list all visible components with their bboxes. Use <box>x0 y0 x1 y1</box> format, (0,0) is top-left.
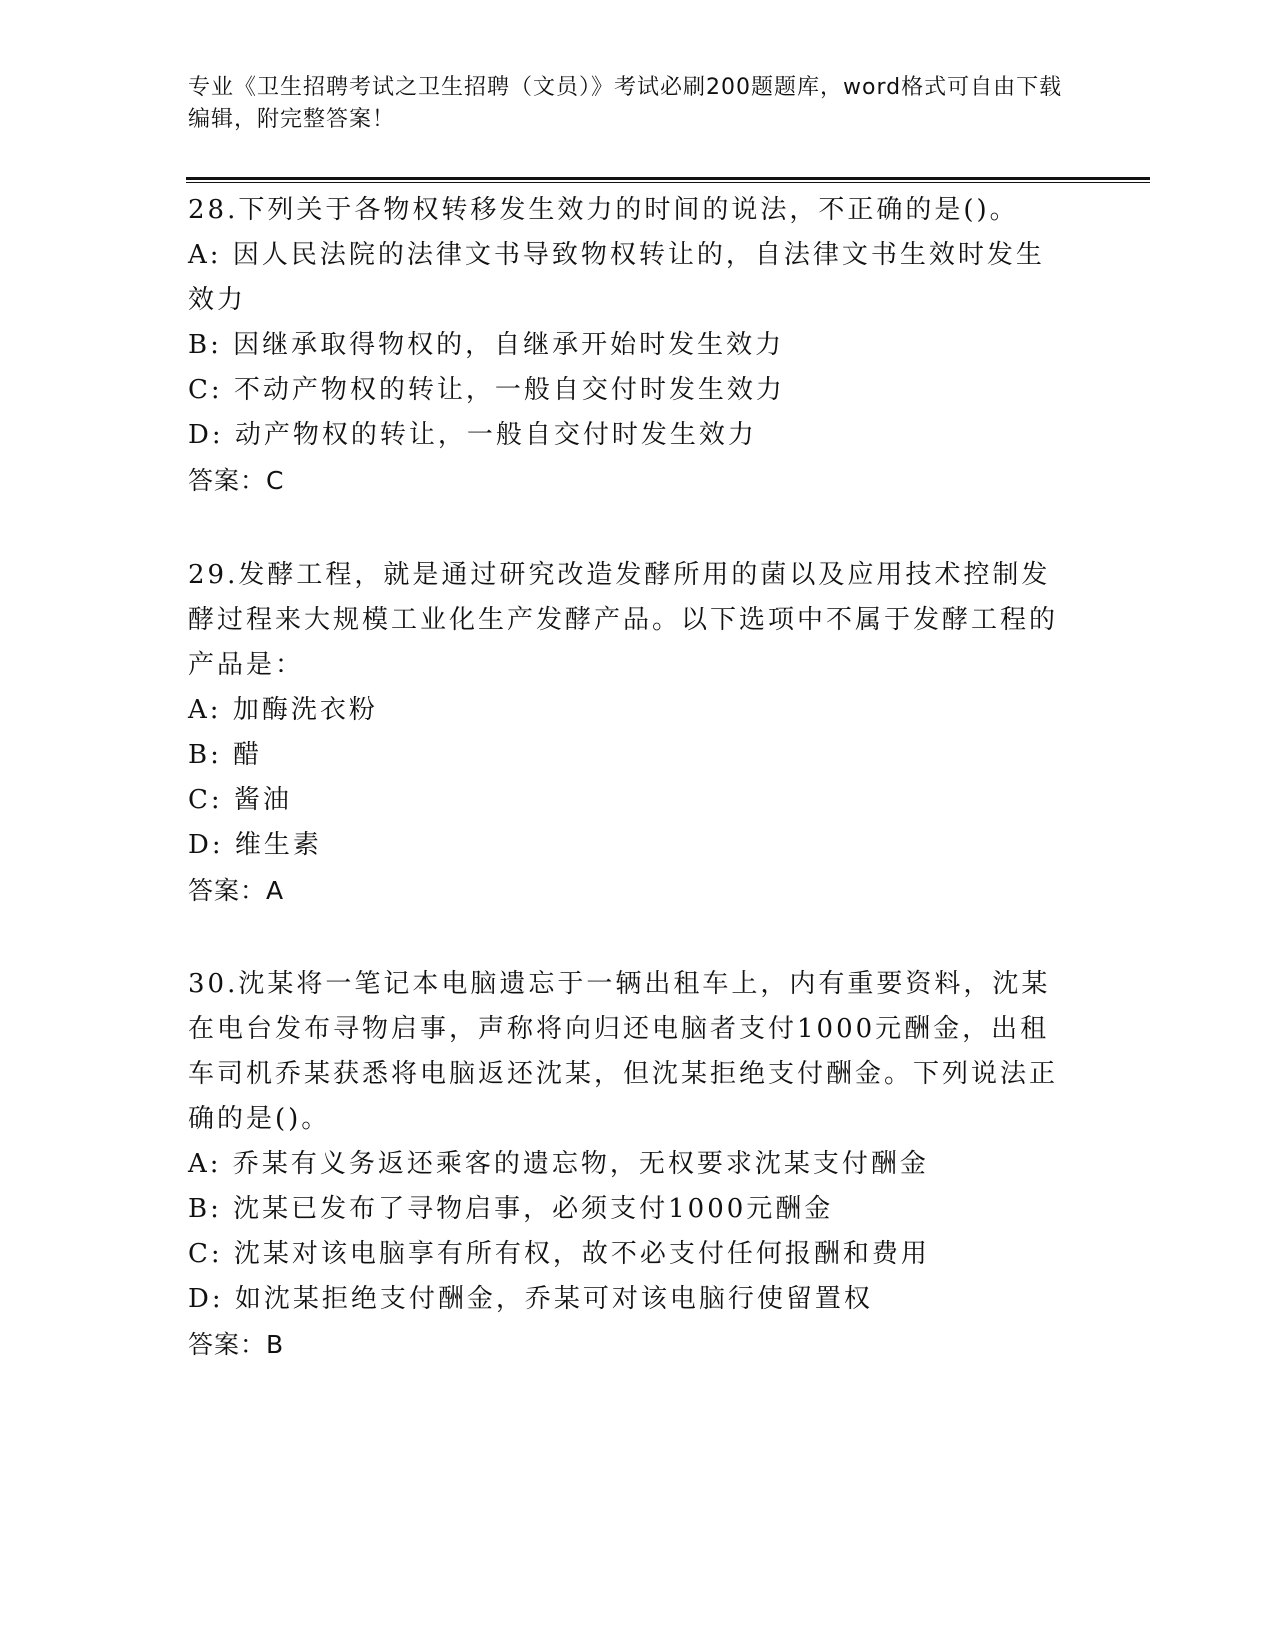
option-key: A: <box>188 240 222 270</box>
option-key: C: <box>188 785 223 815</box>
option-d <box>188 823 1068 868</box>
question-stem <box>188 962 1068 1142</box>
answer-line: 答案：B <box>188 1330 285 1359</box>
option-text: 沈某对该电脑享有所有权，故不必支付任何报酬和费用 <box>233 1239 930 1269</box>
option-c <box>188 368 1068 413</box>
question-stem <box>188 188 1068 233</box>
question-text: 沈某将一笔记本电脑遗忘于一辆出租车上，内有重要资料，沈某在电台发布寻物启事，声称将向归还电脑者支付1000元酬金，出租车司机乔某获悉将电脑返还沈某，但沈某拒绝支付酬金。下列说法正确的是()。 <box>188 969 1059 1134</box>
option-text: 动产物权的转让，一般自交付时发生效力 <box>234 420 757 450</box>
option-text: 沈某已发布了寻物启事，必须支付1000元酬金 <box>233 1194 834 1224</box>
option-c <box>188 1232 1068 1277</box>
option-b <box>188 323 1068 368</box>
option-text: 加酶洗衣粉 <box>232 695 378 725</box>
option-key: C: <box>188 1239 223 1269</box>
question-30 <box>188 962 1068 1367</box>
option-text: 如沈某拒绝支付酬金，乔某可对该电脑行使留置权 <box>234 1284 873 1314</box>
option-key: B: <box>188 330 222 360</box>
option-d <box>188 1277 1068 1322</box>
option-text: 酱油 <box>233 785 292 815</box>
answer-line: 答案：C <box>188 466 285 495</box>
header-divider-thin <box>186 182 1150 183</box>
header-divider-thick <box>186 177 1150 180</box>
option-key: B: <box>188 740 222 770</box>
option-c <box>188 778 1068 823</box>
question-28 <box>188 188 1068 503</box>
question-stem <box>188 553 1068 688</box>
option-text: 维生素 <box>234 830 322 860</box>
option-key: D: <box>188 830 224 860</box>
option-b <box>188 733 1068 778</box>
option-text: 醋 <box>233 740 263 770</box>
document-header: 专业《卫生招聘考试之卫生招聘（文员）》考试必刷200题题库，word格式可自由下载编辑，附完整答案！ <box>188 75 1063 132</box>
option-key: D: <box>188 1284 224 1314</box>
question-29 <box>188 553 1068 913</box>
option-a <box>188 1142 1068 1187</box>
question-number: 28. <box>188 195 239 225</box>
question-text: 下列关于各物权转移发生效力的时间的说法，不正确的是()。 <box>238 195 1019 225</box>
question-number: 30. <box>188 969 239 999</box>
option-a <box>188 688 1068 733</box>
answer-line: 答案：A <box>188 876 285 905</box>
option-text: 乔某有义务返还乘客的遗忘物，无权要求沈某支付酬金 <box>232 1149 929 1179</box>
option-d <box>188 413 1068 458</box>
option-key: B: <box>188 1194 222 1224</box>
option-text: 因人民法院的法律文书导致物权转让的，自法律文书生效时发生效力 <box>188 240 1045 315</box>
option-b <box>188 1187 1068 1232</box>
option-key: A: <box>188 1149 222 1179</box>
option-text: 不动产物权的转让，一般自交付时发生效力 <box>233 375 785 405</box>
option-text: 因继承取得物权的，自继承开始时发生效力 <box>233 330 785 360</box>
question-text: 发酵工程，就是通过研究改造发酵所用的菌以及应用技术控制发酵过程来大规模工业化生产发酵产品。以下选项中不属于发酵工程的产品是： <box>188 560 1059 680</box>
option-a <box>188 233 1068 323</box>
option-key: A: <box>188 695 222 725</box>
question-number: 29. <box>188 560 239 590</box>
option-key: C: <box>188 375 223 405</box>
option-key: D: <box>188 420 224 450</box>
